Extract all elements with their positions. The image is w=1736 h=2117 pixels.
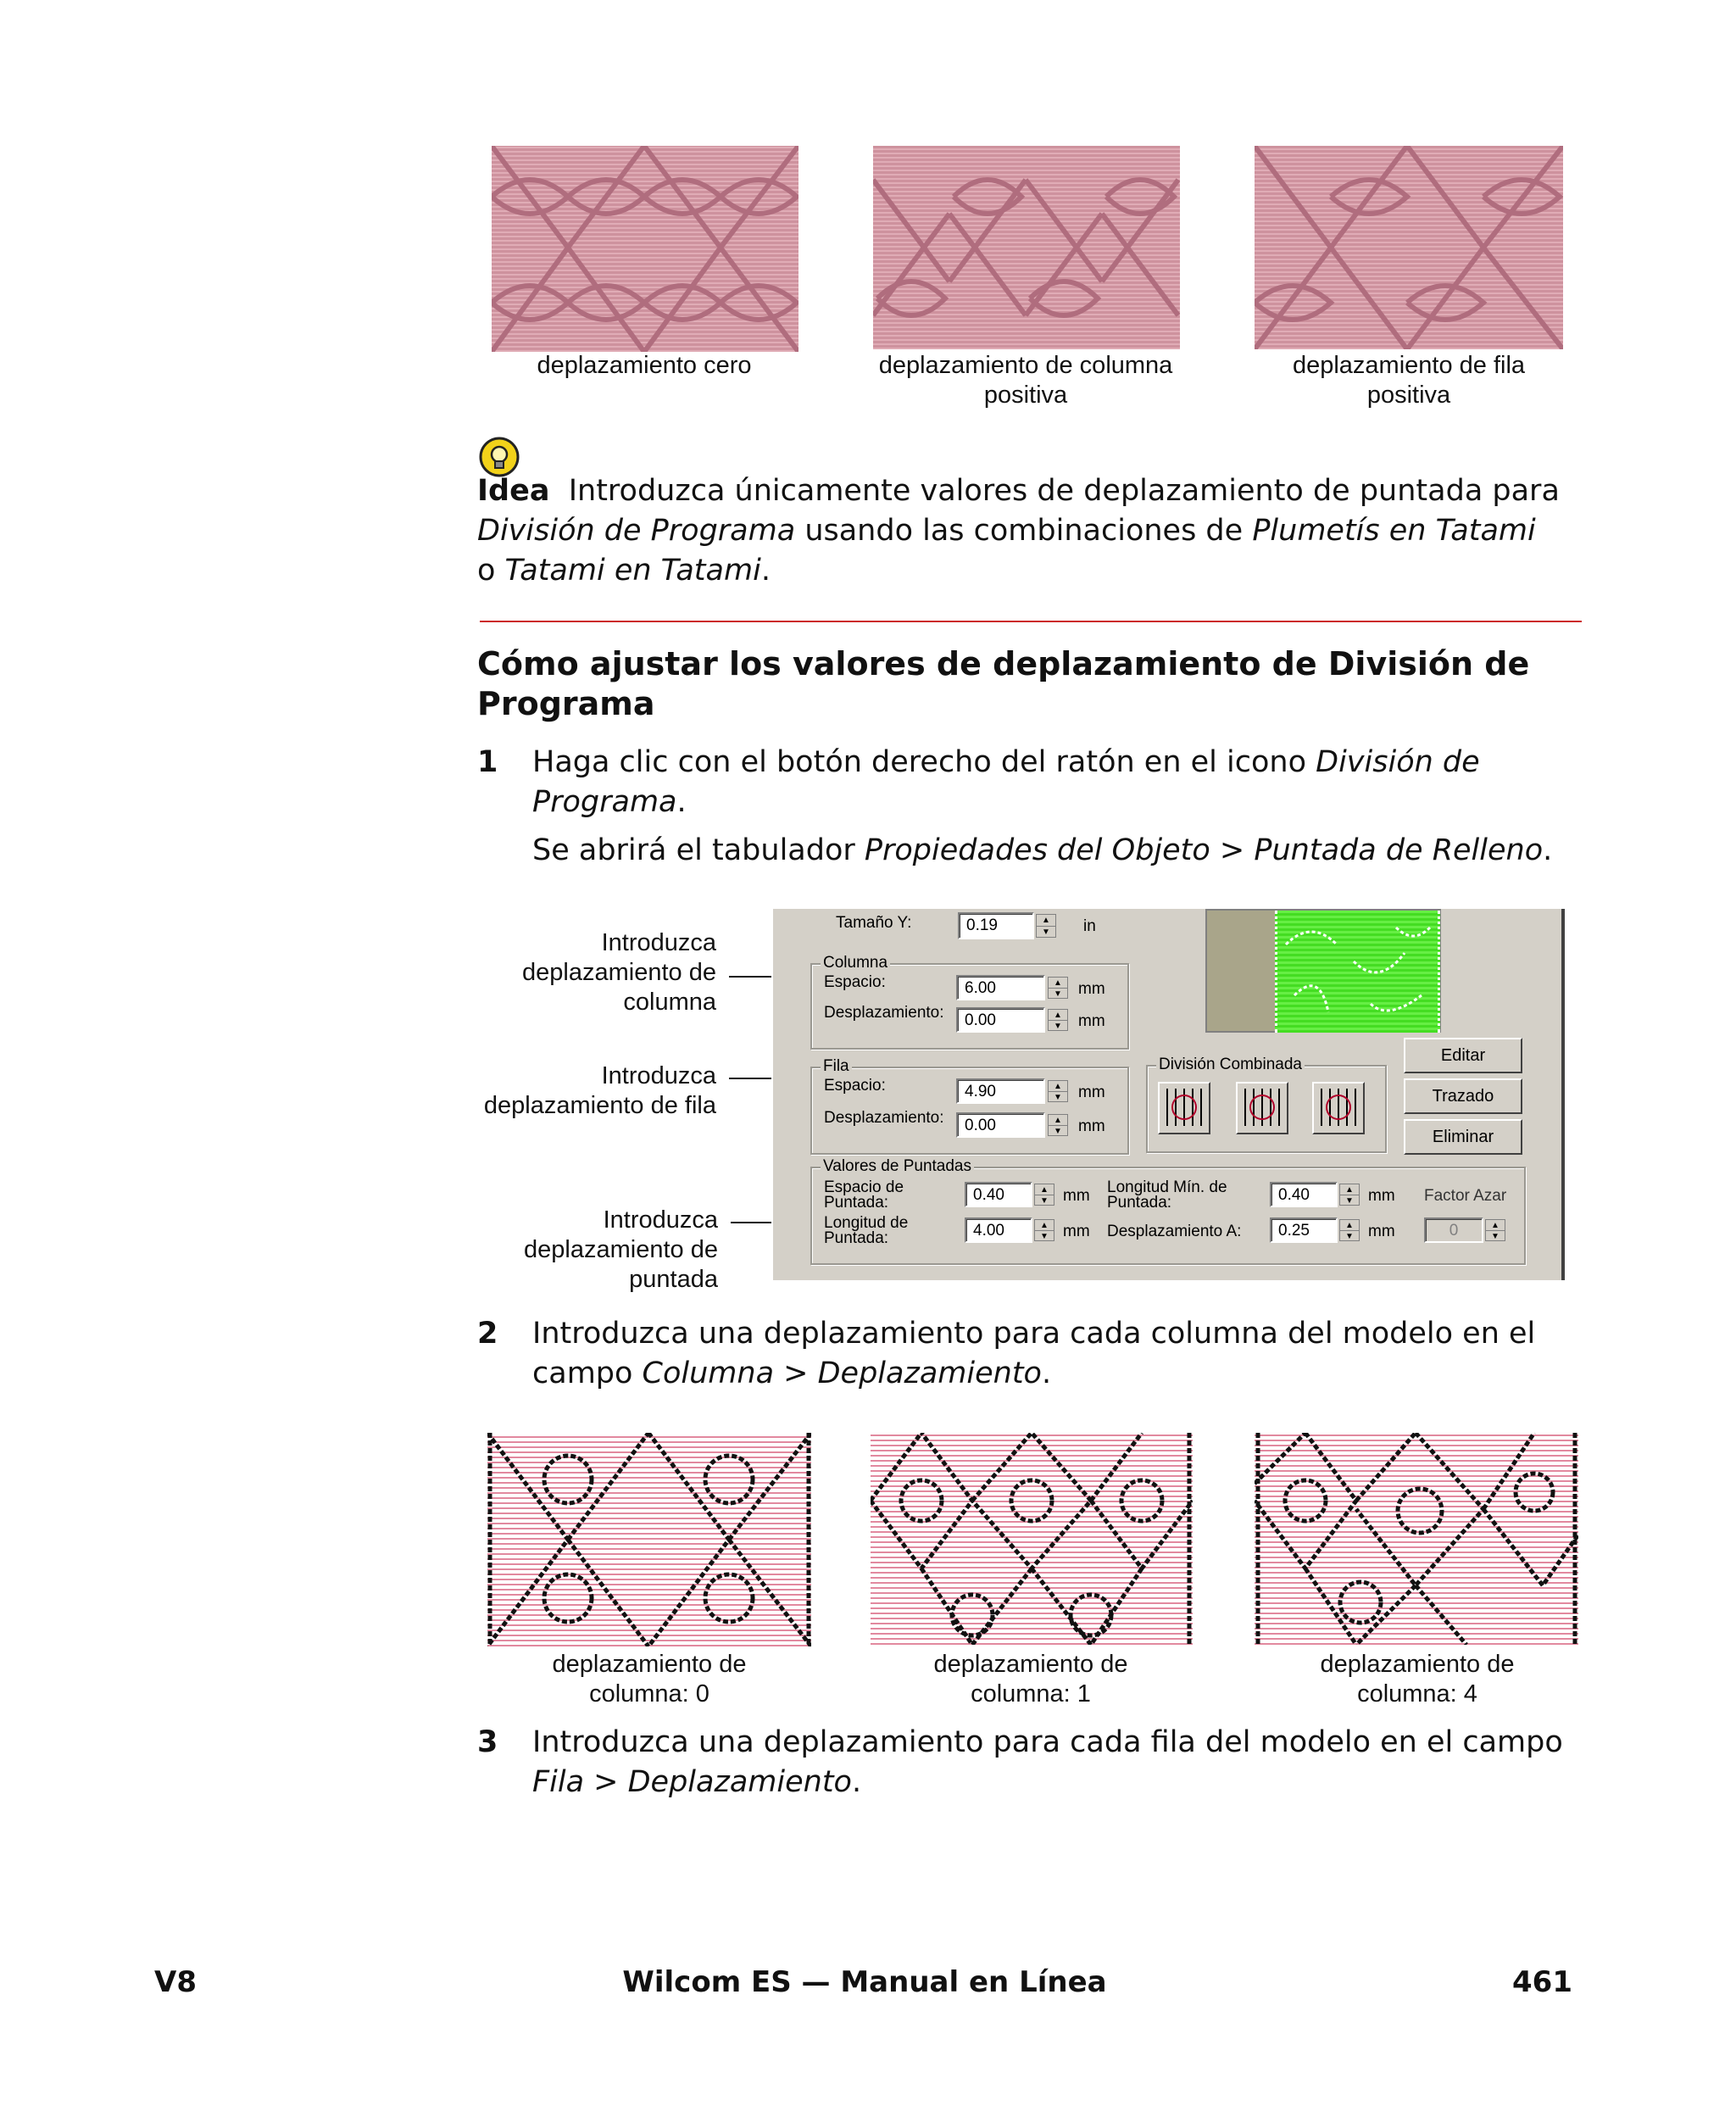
- column-spacing-unit: mm: [1078, 980, 1105, 998]
- caption-line: deplazamiento de columna: [878, 352, 1173, 379]
- step-term: División de: [1316, 745, 1480, 779]
- row-group: [810, 1057, 1129, 1155]
- annotation-line: Introduzca: [601, 1062, 716, 1089]
- stitch-length-unit: mm: [1063, 1223, 1090, 1240]
- caption-line: deplazamiento de fila: [1292, 352, 1526, 379]
- step-number: 1: [477, 745, 498, 779]
- annotation-line: deplazamiento de: [522, 959, 716, 986]
- caption-line: deplazamiento de: [933, 1651, 1128, 1678]
- split-pattern-icon: [1315, 1084, 1362, 1131]
- offset-a-field[interactable]: 0.25: [1270, 1217, 1338, 1243]
- label-line: Puntada:: [1107, 1194, 1172, 1212]
- step-3-text: [532, 1723, 1609, 1802]
- stitch-values-title: Valores de Puntadas: [821, 1157, 974, 1176]
- caption-line: deplazamiento cero: [537, 352, 752, 379]
- step-number: 3: [477, 1725, 498, 1759]
- tip-term: Plumetís en Tatami: [1252, 514, 1536, 548]
- step-term: Programa: [532, 785, 677, 819]
- caption-line: columna: 1: [971, 1680, 1091, 1708]
- size-y-spinner[interactable]: ▲ ▼: [1036, 914, 1056, 938]
- delete-button[interactable]: Eliminar: [1404, 1119, 1522, 1155]
- min-stitch-length-unit: mm: [1368, 1187, 1395, 1205]
- step-text: .: [676, 785, 687, 819]
- footer-page-number: 461: [1512, 1965, 1572, 1999]
- caption-line: positiva: [1366, 382, 1451, 409]
- annotation-line: puntada: [629, 1266, 718, 1293]
- step-text: Se abrirá el tabulador: [532, 833, 865, 867]
- min-stitch-length-field[interactable]: 0.40: [1270, 1182, 1338, 1207]
- stitch-diagram-column-offset-0: [487, 1433, 811, 1646]
- annotation-line: Introduzca: [601, 929, 716, 956]
- figure-caption: [1248, 1650, 1587, 1709]
- label-line: Puntada:: [824, 1194, 889, 1212]
- size-y-unit: in: [1083, 917, 1096, 935]
- division-option-3-button[interactable]: [1312, 1082, 1365, 1134]
- annotation-line: Introduzca: [603, 1206, 718, 1234]
- step-line: [532, 1354, 1609, 1394]
- heading-line: Programa: [477, 685, 655, 722]
- split-pattern-icon: [1238, 1084, 1286, 1131]
- tip-text: o: [477, 554, 505, 588]
- label-line: Longitud de: [824, 1214, 909, 1232]
- heading-line: Cómo ajustar los valores de deplazamiento de División de: [477, 645, 1530, 682]
- caption-line: deplazamiento de: [552, 1651, 747, 1678]
- tip-text: .: [760, 554, 771, 588]
- column-offset-unit: mm: [1078, 1012, 1105, 1030]
- column-spacing-field[interactable]: 6.00: [956, 975, 1045, 1000]
- step-line: Introduzca una deplazamiento para cada columna del modelo en el: [532, 1317, 1536, 1351]
- pattern-preview: [1205, 909, 1441, 1033]
- row-spacing-unit: mm: [1078, 1084, 1105, 1101]
- step-line: Introduzca una deplazamiento para cada fila del modelo en el campo: [532, 1725, 1563, 1759]
- stitch-spacing-spinner[interactable]: ▲ ▼: [1034, 1184, 1054, 1206]
- row-group-title: Fila: [821, 1057, 852, 1076]
- label-line: Puntada:: [824, 1229, 889, 1247]
- step-term: Fila > Deplazamiento: [532, 1765, 852, 1799]
- caption-line: positiva: [983, 382, 1068, 409]
- annotation-line: columna: [623, 989, 716, 1016]
- caption-line: deplazamiento de: [1320, 1651, 1515, 1678]
- step-text: .: [1041, 1357, 1052, 1390]
- division-option-1-button[interactable]: [1158, 1082, 1210, 1134]
- object-properties-dialog: [771, 909, 1565, 1280]
- stitch-length-spinner[interactable]: ▲ ▼: [1034, 1219, 1054, 1241]
- min-stitch-length-spinner[interactable]: ▲ ▼: [1339, 1184, 1360, 1206]
- trace-button[interactable]: Trazado: [1404, 1078, 1522, 1114]
- offset-a-unit: mm: [1368, 1223, 1395, 1240]
- annotation-line: deplazamiento de: [524, 1236, 718, 1263]
- edit-button[interactable]: Editar: [1404, 1038, 1522, 1073]
- caption-line: columna: 4: [1357, 1680, 1477, 1708]
- tip-text: usando las combinaciones de: [795, 514, 1253, 548]
- column-offset-field[interactable]: 0.00: [956, 1007, 1045, 1033]
- row-offset-spinner[interactable]: ▲ ▼: [1048, 1114, 1068, 1136]
- row-spacing-label: Espacio:: [824, 1077, 886, 1095]
- figure-caption: [861, 1650, 1200, 1709]
- row-spacing-spinner[interactable]: ▲ ▼: [1048, 1080, 1068, 1102]
- random-factor-field: 0: [1424, 1217, 1483, 1243]
- offset-a-label: Desplazamiento A:: [1107, 1223, 1242, 1240]
- stitch-diagram-column-offset-4: [1255, 1433, 1578, 1645]
- label-line: Longitud Mín. de: [1107, 1178, 1227, 1196]
- stitch-spacing-label: [824, 1180, 904, 1211]
- random-factor-spinner: ▲ ▼: [1485, 1219, 1505, 1241]
- combined-division-group: [1146, 1056, 1387, 1153]
- label-line: Espacio de: [824, 1178, 904, 1196]
- division-option-2-button[interactable]: [1236, 1082, 1288, 1134]
- tip-term: Tatami en Tatami: [504, 554, 761, 588]
- pattern-art: [487, 1433, 811, 1646]
- row-offset-label: Desplazamiento:: [824, 1109, 944, 1127]
- row-spacing-field[interactable]: 4.90: [956, 1078, 1045, 1104]
- stitch-diagram-column-offset-1: [871, 1433, 1193, 1645]
- caption-line: columna: 0: [589, 1680, 709, 1708]
- step-number: 2: [477, 1317, 498, 1351]
- random-factor-label: Factor Azar: [1424, 1187, 1507, 1205]
- footer-title: Wilcom ES — Manual en Línea: [622, 1965, 1107, 1999]
- step-text: .: [851, 1765, 862, 1799]
- step-2-text: [532, 1314, 1609, 1394]
- column-offset-label: Desplazamiento:: [824, 1004, 944, 1022]
- pattern-art: [871, 1433, 1193, 1645]
- stitch-values-group: [810, 1157, 1526, 1265]
- tip-label: Idea: [477, 474, 550, 508]
- stitch-length-label: [824, 1216, 908, 1246]
- split-pattern-icon: [1160, 1084, 1208, 1131]
- combined-division-title: División Combinada: [1156, 1056, 1305, 1074]
- preview-swatch: [1275, 911, 1440, 1033]
- column-group: [810, 954, 1129, 1050]
- step-text: .: [1543, 833, 1553, 867]
- size-y-field[interactable]: 0.19: [958, 912, 1034, 939]
- min-stitch-length-label: [1107, 1180, 1227, 1211]
- column-offset-spinner[interactable]: ▲ ▼: [1048, 1009, 1068, 1031]
- tip-term: División de Programa: [477, 514, 796, 548]
- stitch-spacing-field[interactable]: 0.40: [965, 1182, 1032, 1207]
- pattern-art: [1255, 1433, 1578, 1645]
- column-spacing-spinner[interactable]: ▲ ▼: [1048, 977, 1068, 999]
- row-offset-unit: mm: [1078, 1117, 1105, 1135]
- figure-caption: [480, 1650, 819, 1709]
- step-term: Propiedades del Objeto > Puntada de Relleno: [864, 833, 1544, 867]
- tip-text: Introduzca únicamente valores de deplazamiento de puntada para: [568, 474, 1560, 508]
- footer-version: V8: [154, 1965, 197, 1999]
- stitch-length-field[interactable]: 4.00: [965, 1217, 1032, 1243]
- row-offset-field[interactable]: 0.00: [956, 1112, 1045, 1138]
- column-spacing-label: Espacio:: [824, 973, 886, 991]
- step-text: Haga clic con el botón derecho del ratón en el icono: [532, 745, 1316, 779]
- step-text: campo: [532, 1357, 643, 1390]
- column-group-title: Columna: [821, 954, 890, 972]
- stitch-spacing-unit: mm: [1063, 1187, 1090, 1205]
- annotation-line: deplazamiento de fila: [483, 1092, 716, 1119]
- size-y-label: Tamaño Y:: [836, 914, 912, 932]
- step-line: [532, 1763, 1609, 1802]
- offset-a-spinner[interactable]: ▲ ▼: [1339, 1219, 1360, 1241]
- step-term: Columna > Deplazamiento: [642, 1357, 1042, 1390]
